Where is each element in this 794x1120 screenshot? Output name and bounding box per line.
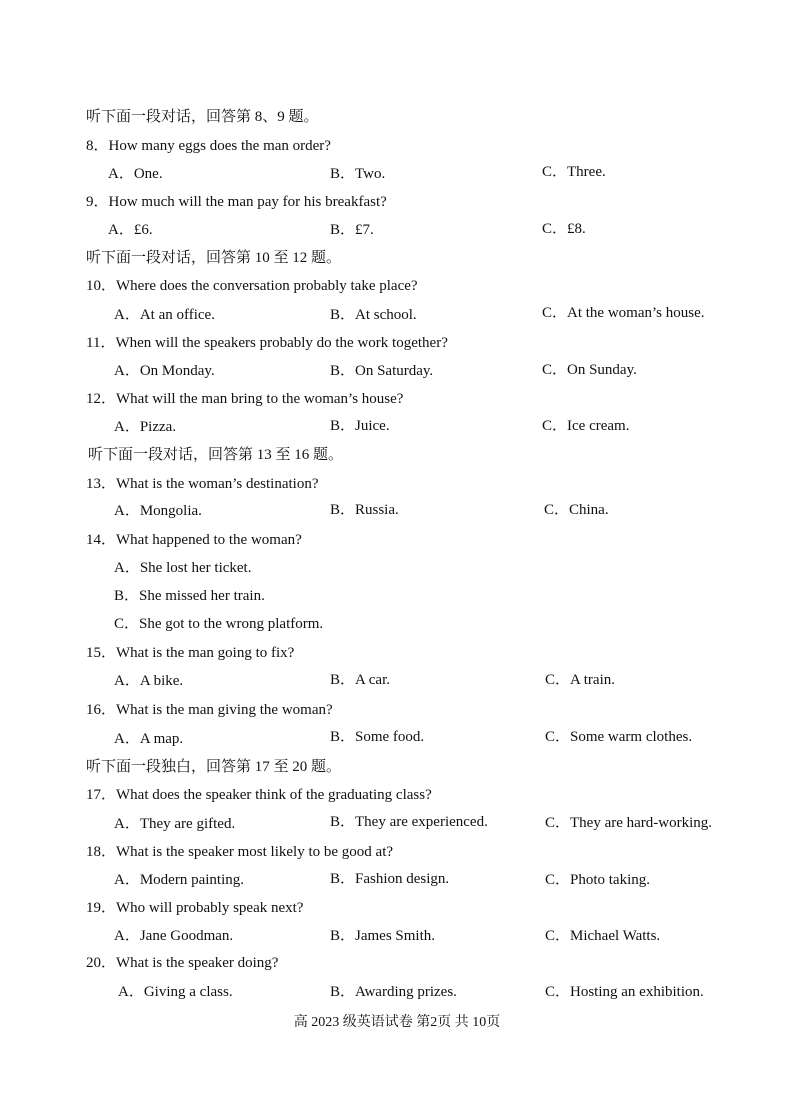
option-c: C．She got to the wrong platform. bbox=[114, 616, 324, 632]
section-instruction: 听下面一段独白，回答第 17 至 20 题。 bbox=[86, 759, 342, 775]
option-b: B．A car. bbox=[330, 672, 390, 688]
option-c: C．Photo taking. bbox=[545, 872, 651, 888]
question-text: What is the speaker most likely to be good at? bbox=[116, 844, 394, 860]
option-b: B．They are experienced. bbox=[330, 814, 488, 830]
question-number: 10． bbox=[86, 278, 117, 294]
option-a: A．£6. bbox=[108, 222, 153, 238]
option-a: A．Giving a class. bbox=[118, 984, 233, 1000]
question-number: 19． bbox=[86, 900, 117, 916]
option-a: A．Modern painting. bbox=[114, 872, 244, 888]
option-a: A．One. bbox=[108, 166, 163, 182]
question-number: 13． bbox=[86, 476, 117, 492]
question-text: How much will the man pay for his breakfast? bbox=[108, 194, 387, 210]
option-c: C．China. bbox=[544, 502, 609, 518]
section-instruction: 听下面一段对话，回答第 13 至 16 题。 bbox=[88, 447, 344, 463]
option-b: B．Fashion design. bbox=[330, 871, 450, 887]
question-14 bbox=[86, 530, 302, 550]
option-a: A．A bike. bbox=[114, 673, 184, 689]
question-text: What does the speaker think of the graduating class? bbox=[116, 787, 432, 803]
option-a: A．Jane Goodman. bbox=[114, 928, 234, 944]
option-a: A．Pizza. bbox=[114, 419, 177, 435]
option-b: B．Some food. bbox=[330, 729, 425, 745]
option-b: B．£7. bbox=[330, 222, 374, 238]
option-c: C．£8. bbox=[542, 221, 586, 237]
question-10 bbox=[86, 276, 418, 296]
question-number: 12． bbox=[86, 391, 117, 407]
question-number: 8． bbox=[86, 138, 109, 154]
question-number: 15． bbox=[86, 645, 117, 661]
option-c: C．On Sunday. bbox=[542, 362, 637, 378]
section-instruction: 听下面一段对话，回答第 10 至 12 题。 bbox=[86, 250, 342, 266]
question-text: Who will probably speak next? bbox=[116, 900, 304, 916]
question-15 bbox=[86, 643, 294, 663]
question-8 bbox=[86, 136, 331, 156]
question-9 bbox=[86, 192, 387, 212]
question-number: 9． bbox=[86, 194, 109, 210]
question-19 bbox=[86, 898, 303, 918]
question-16 bbox=[86, 700, 333, 720]
page-footer: 高 2023 级英语试卷 第2页 共 10页 bbox=[293, 1015, 501, 1030]
question-text: What is the woman’s destination? bbox=[116, 476, 319, 492]
question-11 bbox=[86, 333, 448, 353]
option-a: A．They are gifted. bbox=[114, 816, 236, 832]
question-12 bbox=[86, 389, 403, 409]
question-number: 18． bbox=[86, 844, 117, 860]
option-c: C．At the woman’s house. bbox=[542, 305, 705, 321]
option-b: B．James Smith. bbox=[330, 928, 436, 944]
option-b: B．On Saturday. bbox=[330, 363, 434, 379]
question-text: How many eggs does the man order? bbox=[108, 138, 331, 154]
option-c: C．Some warm clothes. bbox=[545, 729, 693, 745]
question-number: 16． bbox=[86, 702, 117, 718]
option-b: B．Awarding prizes. bbox=[330, 984, 457, 1000]
question-text: What is the man giving the woman? bbox=[116, 702, 333, 718]
option-b: B．Juice. bbox=[330, 418, 390, 434]
option-c: C．A train. bbox=[545, 672, 615, 688]
option-b: B．At school. bbox=[330, 307, 417, 323]
question-text: When will the speakers probably do the work together? bbox=[115, 335, 448, 351]
question-20 bbox=[86, 953, 278, 973]
question-13 bbox=[86, 474, 318, 494]
option-c: C．They are hard-working. bbox=[545, 815, 713, 831]
question-number: 17． bbox=[86, 787, 117, 803]
option-c: C．Michael Watts. bbox=[545, 928, 661, 944]
question-18 bbox=[86, 842, 393, 862]
option-a: A．On Monday. bbox=[114, 363, 215, 379]
option-b: B．She missed her train. bbox=[114, 588, 265, 604]
option-c: C．Ice cream. bbox=[542, 418, 630, 434]
question-text: What is the speaker doing? bbox=[116, 955, 279, 971]
question-text: Where does the conversation probably take place? bbox=[116, 278, 418, 294]
option-c: C．Three. bbox=[542, 164, 606, 180]
option-b: B．Russia. bbox=[330, 502, 399, 518]
question-text: What happened to the woman? bbox=[116, 532, 302, 548]
option-a: A．At an office. bbox=[114, 307, 215, 323]
option-a: A．Mongolia. bbox=[114, 503, 202, 519]
question-number: 20． bbox=[86, 955, 117, 971]
section-instruction: 听下面一段对话，回答第 8、9 题。 bbox=[86, 109, 319, 125]
option-b: B．Two. bbox=[330, 166, 386, 182]
question-number: 11． bbox=[86, 335, 116, 351]
question-text: What is the man going to fix? bbox=[116, 645, 295, 661]
question-17 bbox=[86, 785, 432, 805]
question-text: What will the man bring to the woman’s house? bbox=[116, 391, 404, 407]
option-a: A．A map. bbox=[114, 731, 184, 747]
option-a: A．She lost her ticket. bbox=[114, 560, 252, 576]
option-c: C．Hosting an exhibition. bbox=[545, 984, 704, 1000]
question-number: 14． bbox=[86, 532, 117, 548]
